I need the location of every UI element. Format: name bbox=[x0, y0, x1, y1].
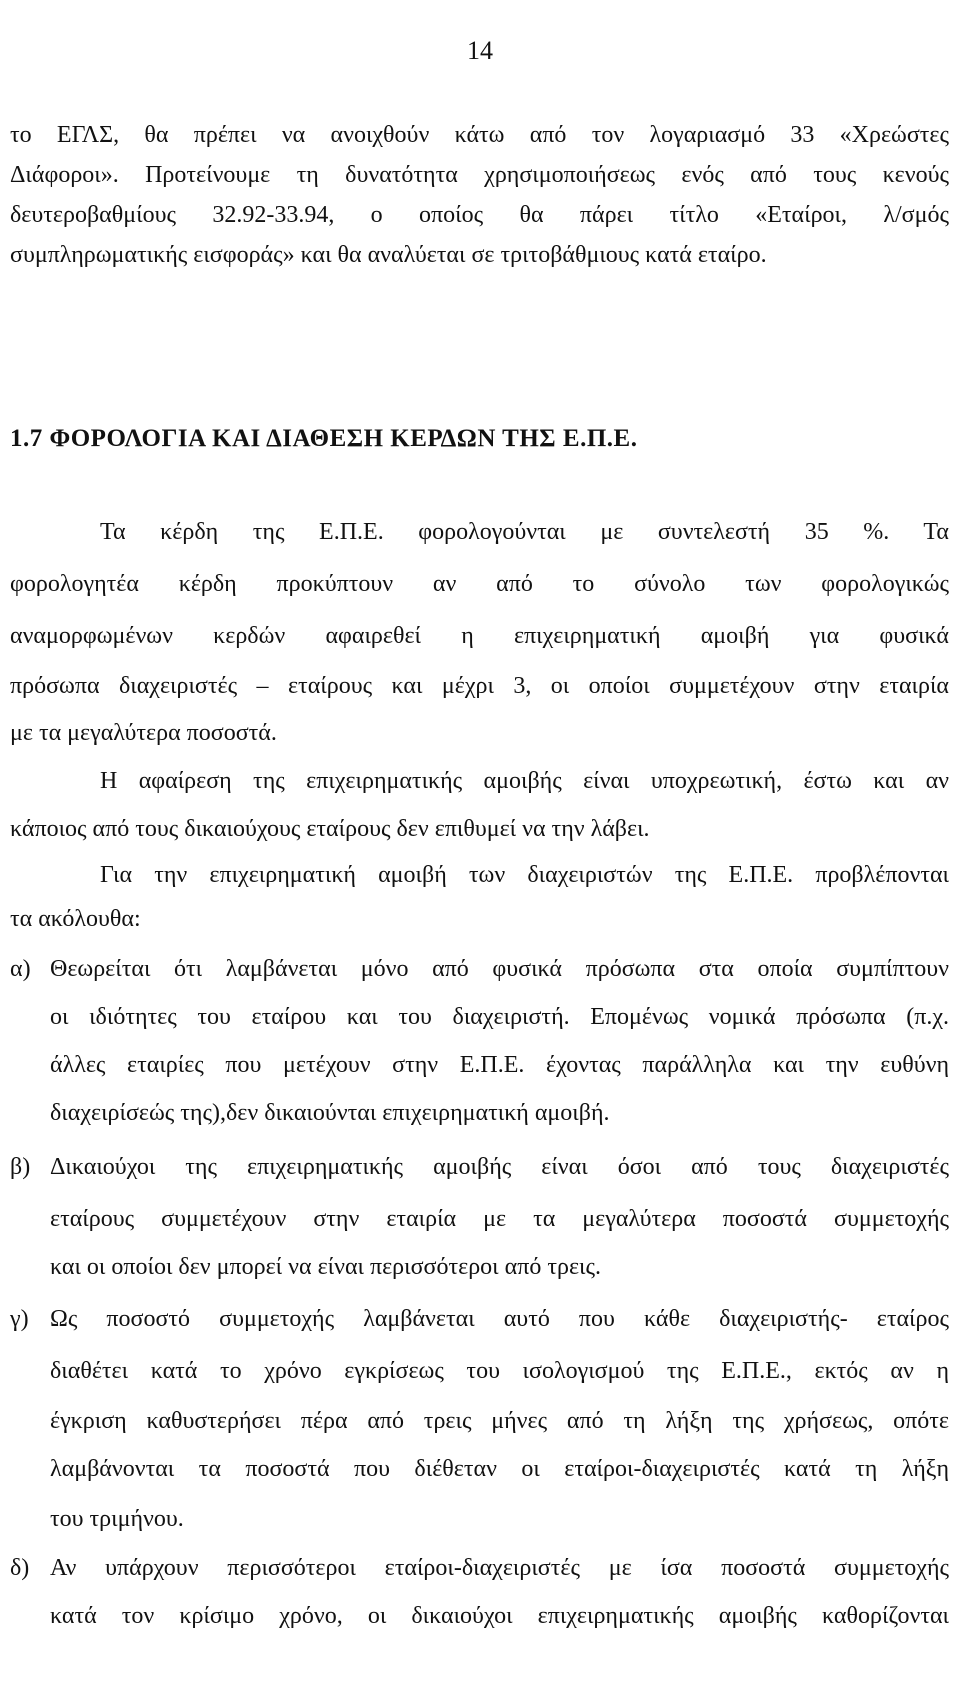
text-line: Ως ποσοστό συμμετοχής λαμβάνεται αυτό που κάθε διαχειριστής- εταίρος bbox=[50, 1306, 949, 1332]
text-line: Για την επιχειρηματική αμοιβή των διαχειριστών της Ε.Π.Ε. προβλέπονται bbox=[100, 862, 949, 888]
text-line: διαθέτει κατά το χρόνο εγκρίσεως του ισολογισμού της Ε.Π.Ε., εκτός αν η bbox=[50, 1358, 949, 1384]
text-line: έγκριση καθυστερήσει πέρα από τρεις μήνες από τη λήξη της χρήσεως, οπότε bbox=[50, 1408, 949, 1434]
text-line: συμπληρωματικής εισφοράς» και θα αναλύεται σε τριτοβάθμιους κατά εταίρο. bbox=[10, 242, 767, 268]
text-line: κατά τον κρίσιμο χρόνο, οι δικαιούχοι επιχειρηματικής αμοιβής καθορίζονται bbox=[50, 1603, 949, 1629]
text-line: τα ακόλουθα: bbox=[10, 906, 141, 932]
list-item-label: γ) bbox=[10, 1306, 29, 1332]
text-line: το ΕΓΛΣ, θα πρέπει να ανοιχθούν κάτω από τον λογαριασμό 33 «Χρεώστες bbox=[10, 122, 949, 148]
text-line: Αν υπάρχουν περισσότεροι εταίροι-διαχειριστές με ίσα ποσοστά συμμετοχής bbox=[50, 1555, 949, 1581]
list-item-label: α) bbox=[10, 956, 31, 982]
text-line: και οι οποίοι δεν μπορεί να είναι περισσότεροι από τρεις. bbox=[50, 1254, 601, 1280]
text-line: διαχειρίσεώς της),δεν δικαιούνται επιχειρηματική αμοιβή. bbox=[50, 1100, 610, 1126]
text-line: Η αφαίρεση της επιχειρηματικής αμοιβής είναι υποχρεωτική, έστω και αν bbox=[100, 768, 949, 794]
text-line: του τριμήνου. bbox=[50, 1506, 184, 1532]
text-line: Δικαιούχοι της επιχειρηματικής αμοιβής είναι όσοι από τους διαχειριστές bbox=[50, 1154, 949, 1180]
text-line: αναμορφωμένων κερδών αφαιρεθεί η επιχειρηματική αμοιβή για φυσικά bbox=[10, 623, 949, 649]
section-heading: 1.7 ΦΟΡΟΛΟΓΙΑ ΚΑΙ ΔΙΑΘΕΣΗ ΚΕΡΔΩΝ ΤΗΣ Ε.Π.Ε. bbox=[10, 425, 638, 452]
text-line: Διάφοροι». Προτείνουμε τη δυνατότητα χρησιμοποιήσεως ενός από τους κενούς bbox=[10, 162, 949, 188]
text-line: πρόσωπα διαχειριστές – εταίρους και μέχρι 3, οι οποίοι συμμετέχουν στην εταιρία bbox=[10, 673, 949, 699]
list-item-label: β) bbox=[10, 1154, 31, 1180]
text-line: Θεωρείται ότι λαμβάνεται μόνο από φυσικά πρόσωπα στα οποία συμπίπτουν bbox=[50, 956, 949, 982]
text-line: Τα κέρδη της Ε.Π.Ε. φορολογούνται με συντελεστή 35 %. Τα bbox=[100, 519, 949, 545]
text-line: φορολογητέα κέρδη προκύπτουν αν από το σύνολο των φορολογικώς bbox=[10, 571, 949, 597]
text-line: με τα μεγαλύτερα ποσοστά. bbox=[10, 720, 277, 746]
text-line: κάποιος από τους δικαιούχους εταίρους δεν επιθυμεί να την λάβει. bbox=[10, 816, 650, 842]
list-item-label: δ) bbox=[10, 1555, 30, 1581]
text-line: εταίρους συμμετέχουν στην εταιρία με τα μεγαλύτερα ποσοστά συμμετοχής bbox=[50, 1206, 949, 1232]
text-line: δευτεροβαθμίους 32.92-33.94, ο οποίος θα πάρει τίτλο «Εταίροι, λ/σμός bbox=[10, 202, 949, 228]
text-line: λαμβάνονται τα ποσοστά που διέθεταν οι εταίροι-διαχειριστές κατά τη λήξη bbox=[50, 1456, 949, 1482]
text-line: άλλες εταιρίες που μετέχουν στην Ε.Π.Ε. έχοντας παράλληλα και την ευθύνη bbox=[50, 1052, 949, 1078]
text-line: οι ιδιότητες του εταίρου και του διαχειριστή. Επομένως νομικά πρόσωπα (π.χ. bbox=[50, 1004, 949, 1030]
page-number: 14 bbox=[467, 36, 493, 65]
